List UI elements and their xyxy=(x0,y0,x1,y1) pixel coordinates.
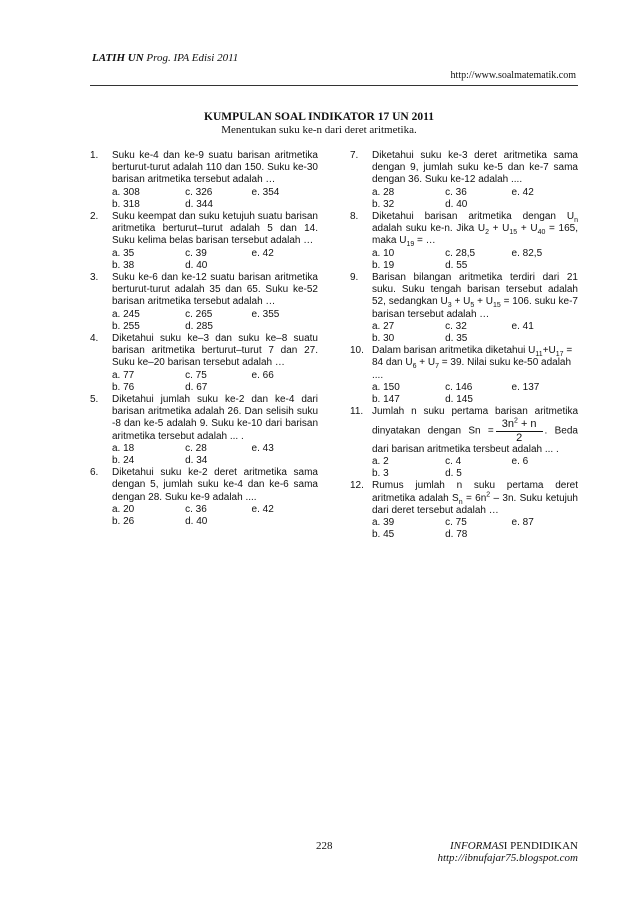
question-number: 3. xyxy=(90,272,99,284)
option-a: a. 18 xyxy=(112,442,135,454)
subscript: 3 xyxy=(447,302,452,310)
answer-options xyxy=(112,248,318,272)
text-part: = … xyxy=(414,235,436,247)
answer-options xyxy=(112,187,318,211)
option-d: d. 285 xyxy=(185,320,213,332)
option-e: e. 82,5 xyxy=(511,247,543,259)
text-part: + U xyxy=(451,296,471,308)
question-1 xyxy=(90,150,318,211)
text-part: Barisan bilangan aritmetika terdiri dari 21 suku. Suku tengah barisan tersebut adalah 52, sedangkan U xyxy=(372,272,578,308)
question-text: Diketahui jumlah suku ke-2 dan ke-4 dari barisan aritmetika adalah 26. Dan selisih suku -8 dan ke-5 adalah 9. Suku ke-10 dari barisan aritmetika tersebut adalah ... . xyxy=(112,394,318,442)
option-a: a. 27 xyxy=(372,320,395,332)
text-part: = 84 dan U xyxy=(372,345,573,369)
option-d: d. 40 xyxy=(185,259,208,271)
question-text xyxy=(372,211,578,248)
option-c: c. 28 xyxy=(185,442,207,454)
option-c: c. 265 xyxy=(185,308,213,320)
superscript: 2 xyxy=(486,491,491,499)
option-e: e. 354 xyxy=(251,186,280,198)
option-a: a. 10 xyxy=(372,247,395,259)
option-e: e. 66 xyxy=(251,369,274,381)
text-part: Rumus jumlah n suku pertama deret aritmetika adalah S xyxy=(372,480,578,504)
option-b: b. 38 xyxy=(112,259,135,271)
question-number: 6. xyxy=(90,467,99,479)
page-title: KUMPULAN SOAL INDIKATOR 17 UN 2011 xyxy=(204,111,434,123)
text-part: – 3n. Suku ketujuh dari deret tersebut adalah … xyxy=(372,492,578,516)
subscript: 40 xyxy=(537,229,546,237)
text-part: adalah suku ke-n. Jika U xyxy=(372,223,486,235)
question-text xyxy=(372,480,578,517)
answer-options xyxy=(112,309,318,333)
text-part: Diketahui barisan aritmetika dengan U xyxy=(372,211,575,223)
text-part: = 39. Nilai suku ke-50 adalah .... xyxy=(372,357,572,381)
text-part: + U xyxy=(474,296,493,308)
question-11 xyxy=(350,406,578,480)
subscript: 2 xyxy=(485,229,489,237)
question-number: 5. xyxy=(90,394,99,406)
question-number: 8. xyxy=(350,211,359,223)
option-e: e. 42 xyxy=(251,503,274,515)
option-d: d. 344 xyxy=(185,198,213,210)
option-d: d. 5 xyxy=(445,468,462,480)
footer-source xyxy=(437,840,578,864)
text-part: +U xyxy=(542,345,556,357)
option-c: c. 75 xyxy=(445,517,467,529)
question-text xyxy=(372,272,578,321)
text-part: = 6n xyxy=(462,492,487,504)
option-b: b. 147 xyxy=(372,394,400,406)
option-b: b. 76 xyxy=(112,381,135,393)
header-url: http://www.soalmatematik.com xyxy=(450,70,576,81)
question-text: Suku ke-4 dan ke-9 suatu barisan aritmetika berturut-turut adalah 110 dan 150. Suku ke-30 barisan aritmetika tersebut adalah … xyxy=(112,150,318,186)
page-subtitle: Menentukan suku ke-n dari deret aritmetika. xyxy=(221,124,417,136)
option-c: c. 75 xyxy=(185,369,207,381)
option-a: a. 150 xyxy=(372,381,400,393)
subscript: n xyxy=(574,217,578,225)
header-divider xyxy=(90,85,578,86)
option-c: c. 4 xyxy=(445,456,462,468)
right-column xyxy=(350,150,578,542)
subscript: n xyxy=(458,498,463,506)
subscript: 15 xyxy=(509,229,518,237)
header-doc-title-rest: Prog. IPA Edisi 2011 xyxy=(143,52,239,64)
option-e: e. 6 xyxy=(511,456,529,468)
page-number: 228 xyxy=(316,840,333,852)
subscript: 6 xyxy=(412,363,417,371)
footer-publisher xyxy=(437,840,578,852)
subscript: 19 xyxy=(406,241,415,249)
option-a: a. 2 xyxy=(372,456,389,468)
option-e: e. 42 xyxy=(251,247,274,259)
option-e: e. 137 xyxy=(511,381,540,393)
option-d: d. 67 xyxy=(185,381,208,393)
option-c: c. 32 xyxy=(445,320,467,332)
option-d: d. 55 xyxy=(445,259,468,271)
subscript: 15 xyxy=(493,302,501,310)
answer-options xyxy=(372,321,578,345)
option-e: e. 41 xyxy=(511,320,534,332)
option-e: e. 355 xyxy=(251,308,280,320)
question-text: Diketahui suku ke-3 deret aritmetika sama dengan 9, jumlah suku ke-5 dan ke-7 sama dengan 36. Suku ke-12 adalah .... xyxy=(372,150,578,186)
option-a: a. 28 xyxy=(372,186,395,198)
text-part: + U xyxy=(488,223,510,235)
answer-options xyxy=(112,370,318,394)
option-d: d. 145 xyxy=(445,394,473,406)
text-part: Jumlah n suku pertama barisan aritmetika dinyatakan dengan Sn = xyxy=(372,406,578,437)
left-column xyxy=(90,150,318,528)
numerator-rest: + n xyxy=(517,418,537,431)
question-text xyxy=(372,345,578,382)
subscript: 7 xyxy=(435,363,440,371)
question-6 xyxy=(90,467,318,528)
answer-options xyxy=(112,443,318,467)
header-doc-title xyxy=(92,52,238,64)
numerator-base: 3n xyxy=(501,418,514,431)
subscript: 17 xyxy=(555,351,564,359)
option-e: e. 42 xyxy=(511,186,534,198)
question-number: 2. xyxy=(90,211,99,223)
text-part: = 165, maka U xyxy=(372,223,579,247)
publisher-italic: INFORMAS xyxy=(449,840,504,852)
option-d: d. 40 xyxy=(445,198,468,210)
question-number: 10. xyxy=(350,345,364,357)
question-number: 7. xyxy=(350,150,359,161)
option-d: d. 34 xyxy=(185,455,208,467)
option-b: b. 45 xyxy=(372,529,395,541)
question-5 xyxy=(90,394,318,467)
option-a: a. 20 xyxy=(112,503,135,515)
answer-options xyxy=(372,187,578,211)
option-c: c. 146 xyxy=(445,381,473,393)
header-doc-title-bold: LATIH UN xyxy=(92,52,144,64)
option-a: a. 39 xyxy=(372,517,395,529)
answer-options xyxy=(372,382,578,406)
question-number: 4. xyxy=(90,333,99,345)
publisher-rest: I PENDIDIKAN xyxy=(503,840,578,852)
answer-options xyxy=(372,456,578,480)
fraction-denominator: 2 xyxy=(516,431,523,444)
question-12 xyxy=(350,480,578,541)
question-number: 9. xyxy=(350,272,359,284)
question-number: 12. xyxy=(350,480,364,492)
option-d: d. 78 xyxy=(445,529,468,541)
option-e: e. 43 xyxy=(251,442,274,454)
superscript: 2 xyxy=(513,417,518,425)
answer-options xyxy=(372,517,578,541)
option-a: a. 245 xyxy=(112,308,140,320)
text-part: + U xyxy=(416,357,436,369)
question-3 xyxy=(90,272,318,333)
option-b: b. 30 xyxy=(372,333,395,345)
question-10 xyxy=(350,345,578,406)
option-b: b. 24 xyxy=(112,455,135,467)
option-d: d. 35 xyxy=(445,333,468,345)
option-b: b. 318 xyxy=(112,198,140,210)
option-d: d. 40 xyxy=(185,516,208,528)
answer-options xyxy=(372,248,578,272)
question-4 xyxy=(90,333,318,394)
option-c: c. 28,5 xyxy=(445,247,476,259)
question-text: Suku keempat dan suku ketujuh suatu barisan aritmetika berturut–turut adalah 5 dan 14. Suku kelima belas barisan tersebut adalah … xyxy=(112,211,318,247)
question-text xyxy=(372,406,578,456)
option-c: c. 36 xyxy=(445,186,467,198)
footer-url: http://ibnufajar75.blogspot.com xyxy=(437,852,578,864)
option-b: b. 255 xyxy=(112,320,140,332)
question-text: Diketahui suku ke–3 dan suku ke–8 suatu barisan aritmetika berturut–turut 7 dan 27. Suku ke–20 barisan tersebut adalah … xyxy=(112,333,318,369)
option-a: a. 35 xyxy=(112,247,135,259)
option-a: a. 77 xyxy=(112,369,135,381)
text-part: . Beda dari barisan aritmetika tersbeut adalah ... . xyxy=(372,425,578,455)
subscript: 5 xyxy=(470,302,475,310)
answer-options xyxy=(112,504,318,528)
question-number: 1. xyxy=(90,150,99,161)
option-b: b. 32 xyxy=(372,198,395,210)
subscript: 11 xyxy=(535,351,543,359)
text-part: + U xyxy=(517,223,538,235)
fraction-numerator xyxy=(496,418,543,431)
question-2 xyxy=(90,211,318,272)
option-c: c. 326 xyxy=(185,186,213,198)
question-8 xyxy=(350,211,578,272)
text-part: Dalam barisan aritmetika diketahui U xyxy=(372,345,536,357)
question-7 xyxy=(350,150,578,211)
fraction xyxy=(496,418,543,443)
option-c: c. 39 xyxy=(185,247,207,259)
question-number: 11. xyxy=(350,406,364,418)
question-text: Diketahui suku ke-2 deret aritmetika sama dengan 5, jumlah suku ke-4 dan ke-6 sama dengan 28. Suku ke-9 adalah .... xyxy=(112,467,318,503)
option-e: e. 87 xyxy=(511,517,534,529)
question-9 xyxy=(350,272,578,345)
option-c: c. 36 xyxy=(185,503,207,515)
question-text: Suku ke-6 dan ke-12 suatu barisan aritmetika berturut-turut adalah 35 dan 65. Suku ke-52 barisan aritmetika tersebut adalah … xyxy=(112,272,318,308)
option-b: b. 26 xyxy=(112,516,135,528)
option-b: b. 3 xyxy=(372,468,389,480)
text-part: = 106. suku ke-7 barisan tersebut adalah … xyxy=(372,296,578,320)
option-b: b. 19 xyxy=(372,259,395,271)
option-a: a. 308 xyxy=(112,186,140,198)
